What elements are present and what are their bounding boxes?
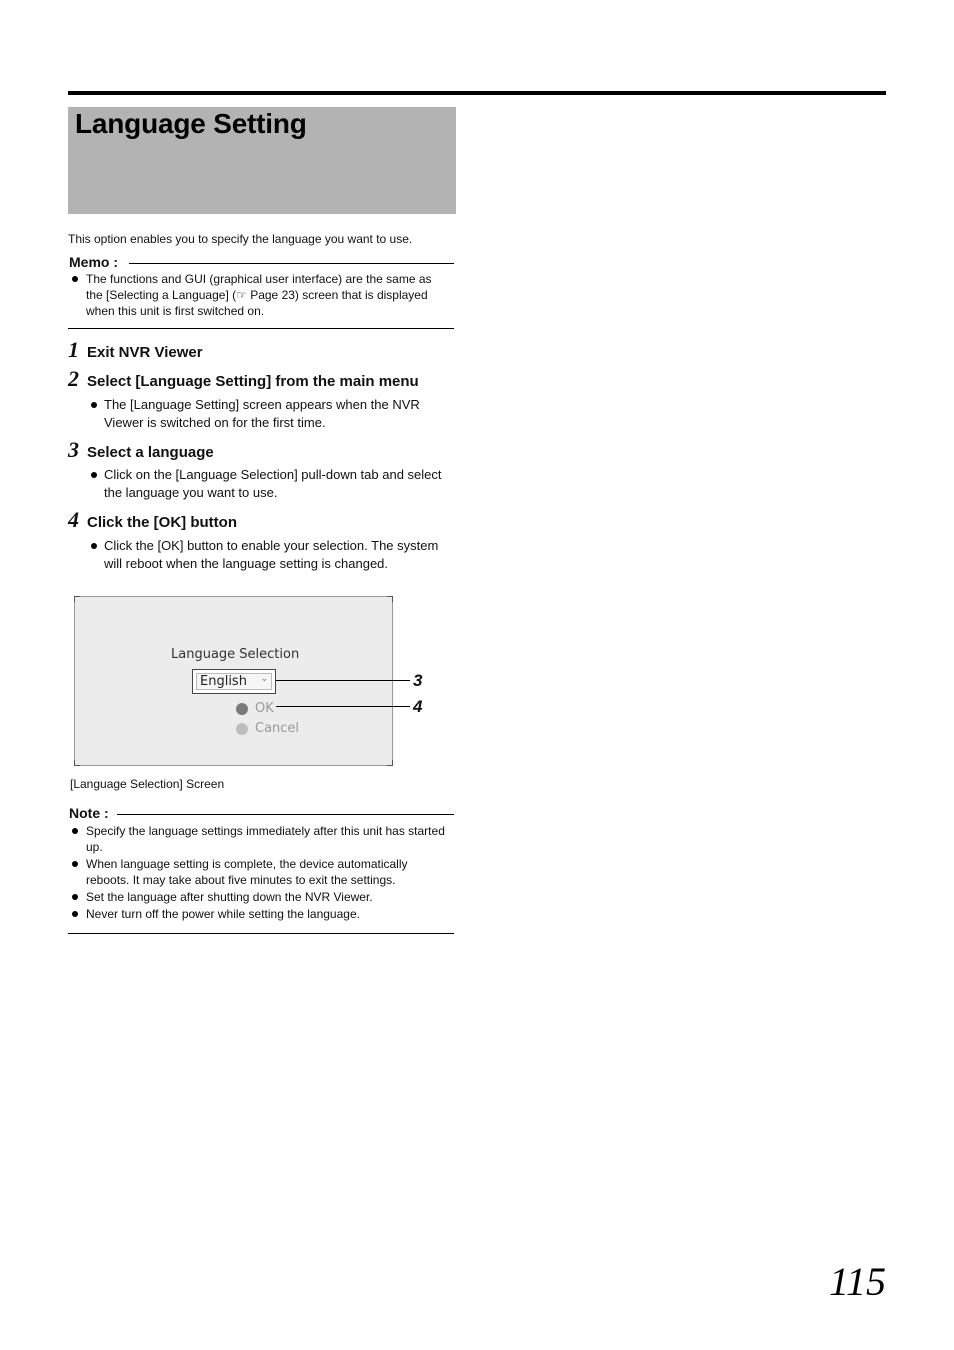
step-number: 1 <box>68 337 79 362</box>
step-2-bullets <box>86 396 456 432</box>
screen-caption: [Language Selection] Screen <box>70 777 225 791</box>
language-selection-label: Language Selection <box>171 647 300 662</box>
memo-label: Memo : <box>69 254 122 270</box>
step-number: 4 <box>68 507 79 532</box>
top-rule <box>68 91 886 95</box>
callout-line-4 <box>276 706 410 707</box>
note-label: Note : <box>69 805 113 821</box>
callout-number-3: 3 <box>413 671 423 690</box>
callout-number-4: 4 <box>413 697 423 716</box>
screen-corner-bl <box>74 760 80 766</box>
callout-line-3 <box>276 680 410 681</box>
language-selection-screen <box>74 596 393 766</box>
ok-option[interactable] <box>236 701 274 716</box>
step-title: Select a language <box>87 444 214 461</box>
step-3-bullets <box>86 466 456 502</box>
step-4 <box>68 507 237 533</box>
note-bottom-rule <box>68 933 454 934</box>
step-number: 3 <box>68 437 79 462</box>
note-item: Specify the language settings immediately after this unit has started up. <box>68 823 448 855</box>
step-bullet: Click the [OK] button to enable your selection. The system will reboot when the language setting is changed. <box>86 537 456 573</box>
step-number: 2 <box>68 366 79 391</box>
step-title: Exit NVR Viewer <box>87 344 203 361</box>
ok-radio-icon <box>236 703 248 715</box>
note-list <box>68 823 448 923</box>
step-bullet: The [Language Setting] screen appears when the NVR Viewer is switched on for the first time. <box>86 396 456 432</box>
step-bullet: Click on the [Language Selection] pull-down tab and select the language you want to use. <box>86 466 456 502</box>
language-select-value: English <box>200 674 247 689</box>
memo-item: The functions and GUI (graphical user interface) are the same as the [Selecting a Language] (☞ Page 23) screen that is displayed when this unit is first switched on. <box>68 271 448 319</box>
step-title: Click the [OK] button <box>87 514 237 531</box>
language-select-inner <box>196 673 272 690</box>
step-2 <box>68 366 419 392</box>
note-item: Never turn off the power while setting the language. <box>68 906 448 922</box>
note-rule <box>117 814 454 815</box>
page-number: 115 <box>828 1259 886 1304</box>
intro-text: This option enables you to specify the language you want to use. <box>68 232 413 246</box>
screen-corner-tl <box>74 596 80 602</box>
note-item: When language setting is complete, the device automatically reboots. It may take about five minutes to exit the settings. <box>68 856 448 888</box>
step-3 <box>68 437 214 463</box>
step-1 <box>68 337 203 363</box>
screen-corner-tr <box>387 596 393 602</box>
cancel-label: Cancel <box>255 721 300 736</box>
cancel-option[interactable] <box>236 721 299 736</box>
memo-list <box>68 271 448 320</box>
step-4-bullets <box>86 537 456 573</box>
step-title: Select [Language Setting] from the main menu <box>87 373 419 390</box>
language-select[interactable] <box>192 669 276 694</box>
note-item: Set the language after shutting down the NVR Viewer. <box>68 889 448 905</box>
memo-rule <box>129 263 454 264</box>
cancel-radio-icon <box>236 723 248 735</box>
ok-label: OK <box>255 701 274 716</box>
chevron-down-icon: ⌄ <box>260 674 268 684</box>
screen-corner-br <box>387 760 393 766</box>
page-title: Language Setting <box>75 108 307 139</box>
memo-bottom-rule <box>68 328 454 329</box>
title-block <box>68 107 456 214</box>
